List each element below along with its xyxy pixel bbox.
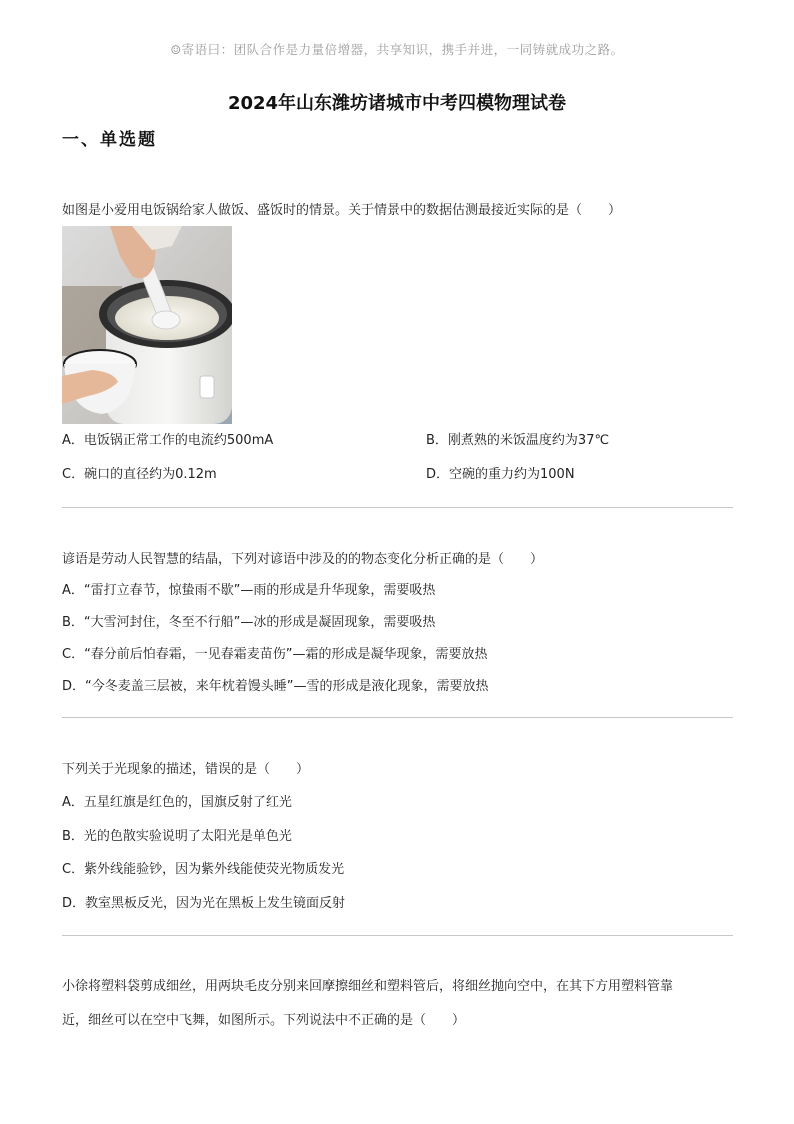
question-divider — [62, 717, 733, 718]
header-motto — [0, 40, 794, 58]
question-2-option-d: D．“今冬麦盖三层被，来年枕着馒头睡”—雪的形成是液化现象，需要放热 — [62, 679, 489, 694]
question-4-stem-line-2: 近，细丝可以在空中飞舞，如图所示。下列说法中不正确的是（ ） — [62, 1013, 466, 1028]
question-2-option-b: B．“大雪河封住，冬至不行船”—冰的形成是凝固现象，需要吸热 — [62, 615, 436, 630]
document-title: 2024年山东潍坊诸城市中考四模物理试卷 — [227, 93, 567, 114]
question-3-option-a: A．五星红旗是红色的，国旗反射了红光 — [62, 795, 292, 810]
question-4-stem-line-1: 小徐将塑料袋剪成细丝，用两块毛皮分别来回摩擦细丝和塑料管后，将细丝抛向空中，在其下方用塑料管靠 — [62, 979, 674, 994]
header-motto-text: 寄语曰：团队合作是力量倍增器，共享知识，携手并进，一同铸就成功之路。 — [181, 42, 624, 57]
smile-icon: ☺ — [170, 43, 182, 57]
question-3-option-b: B．光的色散实验说明了太阳光是单色光 — [62, 829, 292, 844]
question-1-option-b: B．刚煮熟的米饭温度约为37℃ — [426, 433, 610, 448]
question-2-stem: 谚语是劳动人民智慧的结晶，下列对谚语中涉及的的物态变化分析正确的是（ ） — [62, 552, 544, 567]
question-3-stem: 下列关于光现象的描述，错误的是（ ） — [62, 762, 310, 777]
question-3-option-d: D．教室黑板反光，因为光在黑板上发生镜面反射 — [62, 896, 346, 911]
question-2-option-c: C．“春分前后怕春霜，一见春霜麦苗伤”—霜的形成是凝华现象，需要放热 — [62, 647, 488, 662]
section-title: 一、单选题 — [62, 130, 157, 150]
question-3-option-c: C．紫外线能验钞，因为紫外线能使荧光物质发光 — [62, 862, 345, 877]
question-2-option-a: A．“雷打立春节，惊蛰雨不歇”—雨的形成是升华现象，需要吸热 — [62, 583, 436, 598]
question-divider — [62, 507, 733, 508]
question-1-stem: 如图是小爱用电饭锅给家人做饭、盛饭时的情景。关于情景中的数据估测最接近实际的是（ ） — [62, 203, 622, 218]
rice-cooker-photo — [62, 226, 232, 424]
question-divider — [62, 935, 733, 936]
question-1-option-d: D．空碗的重力约为100N — [426, 467, 575, 482]
question-1-option-c: C．碗口的直径约为0.12m — [62, 467, 217, 482]
question-1-option-a: A．电饭锅正常工作的电流约500mA — [62, 433, 274, 448]
